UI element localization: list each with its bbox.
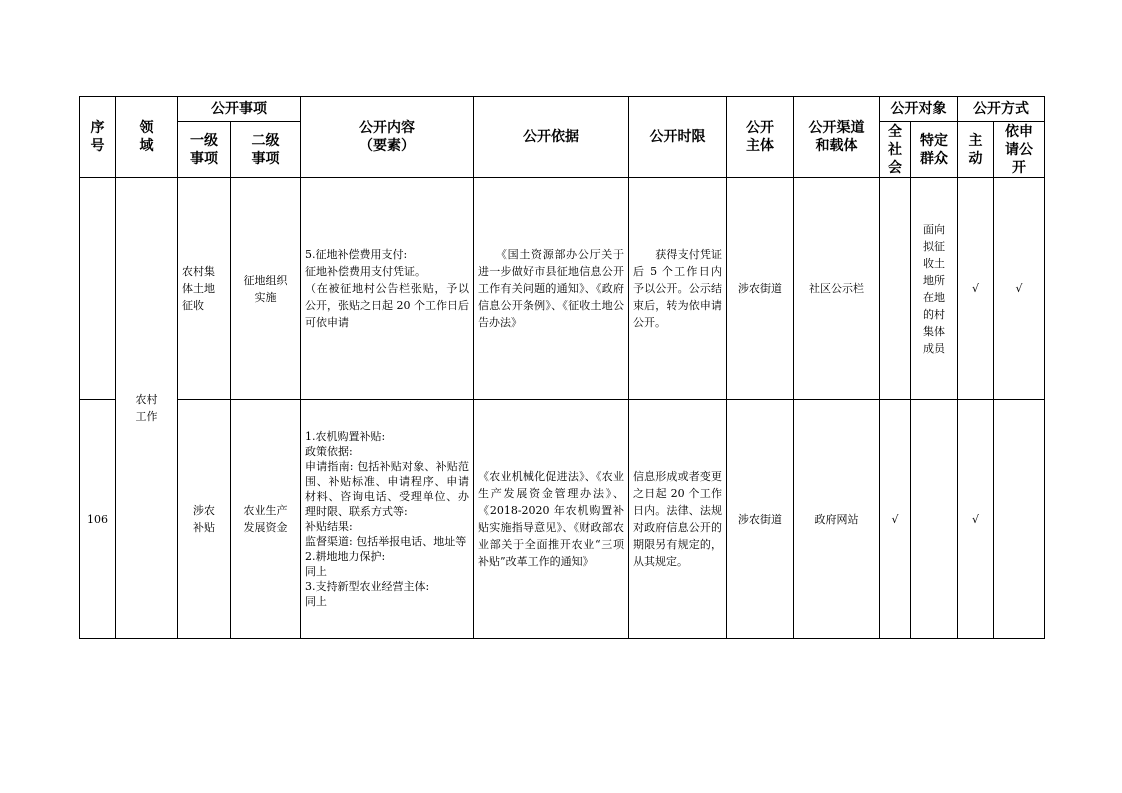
table-row	[80, 400, 1045, 639]
header-seq: 序 号	[80, 97, 116, 178]
row-content: 1.农机购置补贴: 政策依据: 申请指南: 包括补贴对象、补贴范围、补贴标准、申请程序、申请材料、咨询电话、受理单位、办理时限、联系方式等: 补贴结果: 监督渠道: 包括举报电话、地址等 2.耕地地力保护: 同上 3.支持新型农业经营主体: 同上	[301, 400, 474, 639]
row-seq: 106	[80, 400, 116, 639]
row-basis: 《农业机械化促进法》、《农业生产发展资金管理办法》、《2018-2020 年农机购置补贴实施指导意见》、《财政部农业部关于全面推开农业“三项补贴”改革工作的通知》	[474, 400, 629, 639]
row-method-active: √	[958, 178, 994, 400]
row-subject: 涉农街道	[727, 178, 794, 400]
row-target-specific	[911, 400, 958, 639]
row-level1: 涉农 补贴	[178, 400, 231, 639]
row-domain: 农村 工作	[116, 178, 178, 639]
header-level2: 二级 事项	[231, 122, 301, 178]
row-target-specific: 面向 拟征 收土 地所 在地 的村 集体 成员	[911, 178, 958, 400]
table-row	[80, 178, 1045, 400]
header-method-active: 主 动	[958, 122, 994, 178]
header-method-apply: 依申 请公 开	[994, 122, 1045, 178]
row-level2: 农业生产 发展资金	[231, 400, 301, 639]
row-level2: 征地组织 实施	[231, 178, 301, 400]
header-channel: 公开渠道 和载体	[794, 97, 880, 178]
row-basis: 《国土资源部办公厅关于进一步做好市县征地信息公开工作有关问题的通知》、《政府信息公开条例》、《征收土地公告办法》	[474, 178, 629, 400]
row-method-active: √	[958, 400, 994, 639]
header-time-limit: 公开时限	[629, 97, 727, 178]
row-target-all: √	[880, 400, 911, 639]
row-seq	[80, 178, 116, 400]
row-time-limit: 获得支付凭证后 5 个工作日内予以公开。公示结束后，转为依申请公开。	[629, 178, 727, 400]
header-content: 公开内容 （要素）	[301, 97, 474, 178]
header-method: 公开方式	[958, 97, 1045, 122]
header-public-item: 公开事项	[178, 97, 301, 122]
disclosure-table	[79, 96, 1045, 639]
row-channel: 政府网站	[794, 400, 880, 639]
row-subject: 涉农街道	[727, 400, 794, 639]
header-target-specific: 特定 群众	[911, 122, 958, 178]
header-basis: 公开依据	[474, 97, 629, 178]
row-time-limit: 信息形成或者变更之日起 20 个工作日内。法律、法规对政府信息公开的期限另有规定的，从其规定。	[629, 400, 727, 639]
header-target-all: 全 社 会	[880, 122, 911, 178]
header-target: 公开对象	[880, 97, 958, 122]
header-row-1	[80, 97, 1045, 122]
header-subject: 公开 主体	[727, 97, 794, 178]
row-target-all	[880, 178, 911, 400]
row-content: 5.征地补偿费用支付: 征地补偿费用支付凭证。 （在被征地村公告栏张贴，予以公开，张贴之日起 20 个工作日后可依申请	[301, 178, 474, 400]
header-domain: 领 域	[116, 97, 178, 178]
row-level1: 农村集 体土地 征收	[178, 178, 231, 400]
row-method-apply	[994, 400, 1045, 639]
header-level1: 一级 事项	[178, 122, 231, 178]
row-channel: 社区公示栏	[794, 178, 880, 400]
row-method-apply: √	[994, 178, 1045, 400]
